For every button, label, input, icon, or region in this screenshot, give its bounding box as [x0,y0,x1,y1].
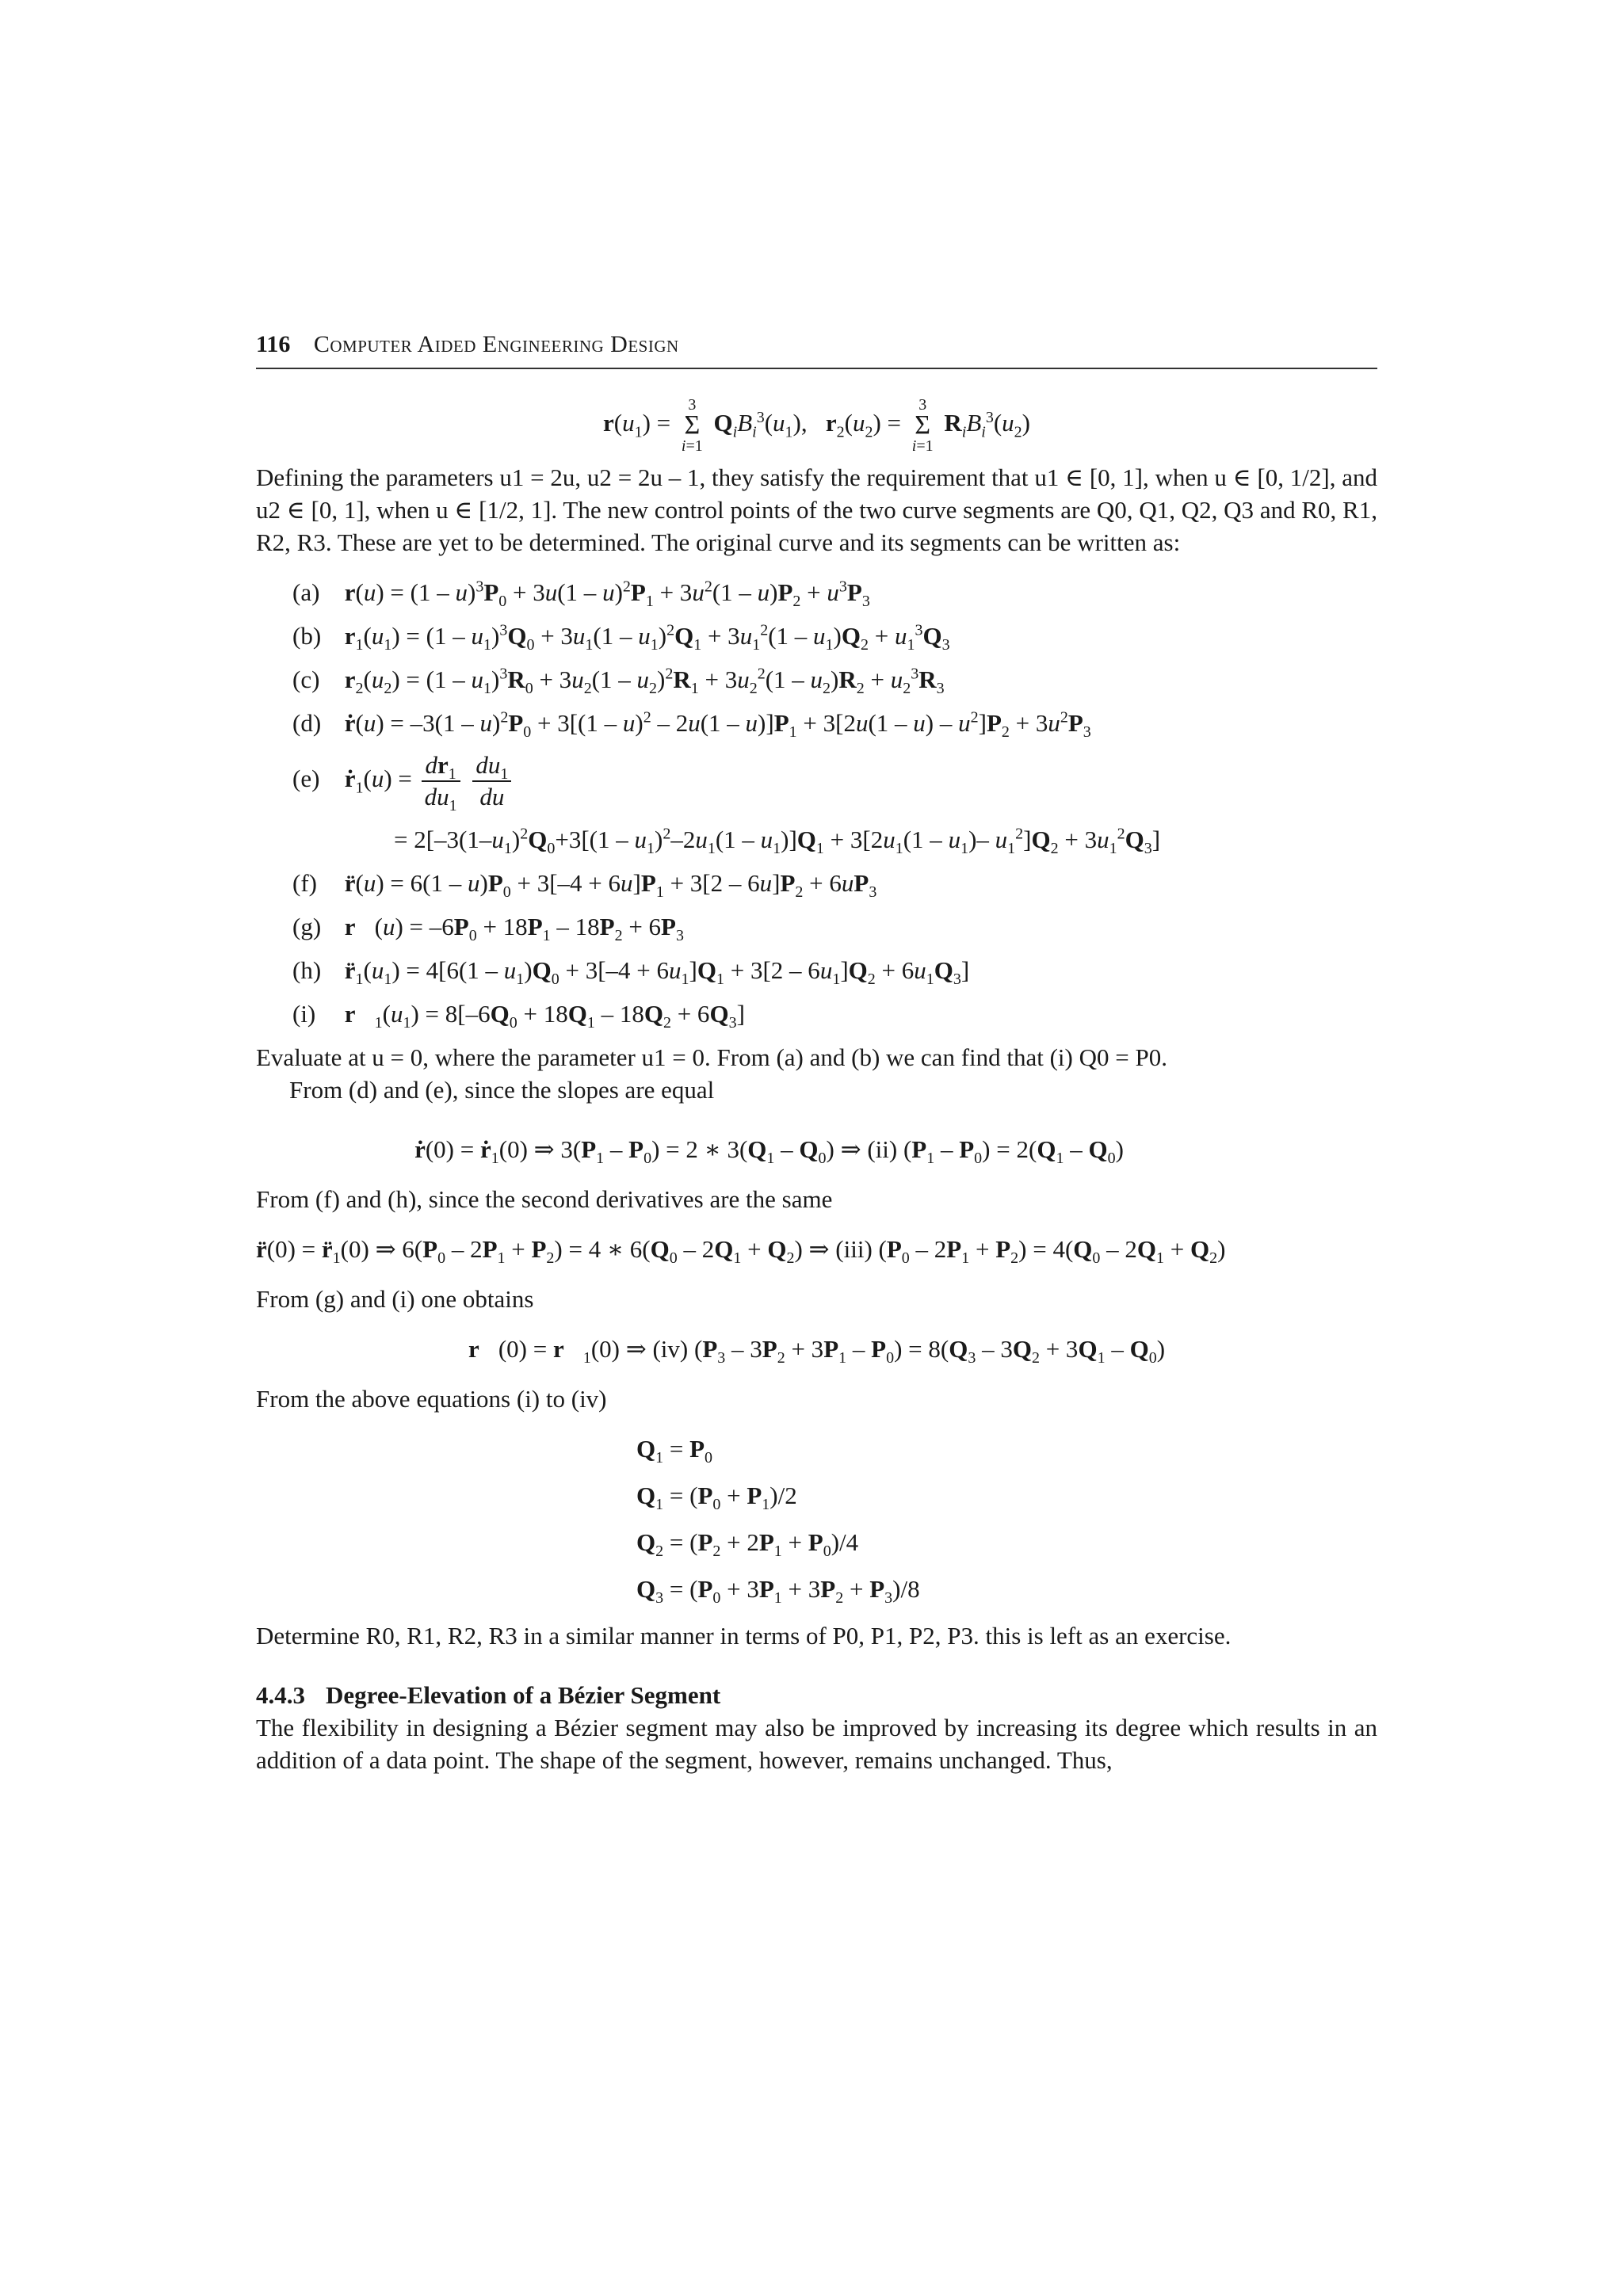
equation-e: (e) ṙ$_1$(u) = $\frac{dr_1}{du_1}$ $\frac{du_1}{du}$ [292,750,1377,812]
equation-i: (i) $r⃛_1(u_1) = 8[-6Q_0 + 18Q_1 - 18Q_2 + 6Q_3]$ [292,1000,745,1032]
equation-d: (d) ṙ(u) = $-3(1 - u)^2P_0 + 3[(1 - u)^2 - 2u(1 - u)]P_1 + 3[2u(1 - u) - u^2]P_2 + 3u^2P_3$ [292,708,1091,742]
equation-iv: r⃛(0) = $r⃛_1(0)$ ⇒ (iv) $(P_3 - 3P_2 + 3P_1 - P_0) = 8(Q_3 - 3Q_2 + 3Q_1 - Q_0)$ [468,1335,1166,1367]
result-q3: $Q_3 = (P_0 + 3P_1 + 3P_2 + P_3)/8$ [636,1575,920,1608]
result-q1: $Q_1 = (P_0 + P_1)/2$ [636,1482,797,1514]
equation-f: (f) r̈(u) = $6(1 - u)P_0 + 3[-4 + 6u]P_1 + 3[2 - 6u]P_2 + 6uP_3$ [292,869,877,902]
section-number: 4.4.3 [256,1681,305,1709]
paragraph-degree-elevation: The flexibility in designing a Bézier segment may also be improved by increasing its degree which results in an addition of a data point. The shape of the segment, however, remains unchanged. Thus, [256,1714,1377,1774]
paragraph-second-derivatives: From (f) and (h), since the second derivatives are the same [256,1185,833,1213]
equation-e-cont: = $2[-3(1-u_1)^2Q_0+3[(1 - u_1)^2-2u_1(1 - u_1)]Q_1 + 3[2u_1(1 - u_1)-$ $u_1^2]Q_2 + 3u_1^2Q_3$] [394,825,1161,858]
result-q1-p0: $Q_1 = P_0$ [636,1435,713,1467]
page-number: 116 [256,331,291,357]
page-body [256,396,1377,1776]
equation-list [256,576,1377,1030]
running-header [256,331,1377,369]
paragraph-definition: Defining the parameters u1 = 2u, u2 = 2u – 1, they satisfy the requirement that u1 ∈ [0, 1], when u ∈ [0, 1/2], and u2 ∈ [0, 1], when u ∈ [1/2, 1]. The new control points of the two curve segments are Q0, Q1, Q2, Q3 and R0, R1, R2, R3. These are yet to be determined. The original curve and its segments can be written as: [256,463,1377,556]
result-q2: $Q_2 = (P_2 + 2P_1 + P_0)/4$ [636,1528,859,1561]
paragraph-from-above: From the above equations (i) to (iv) [256,1385,607,1413]
section-heading [256,1679,1377,1711]
results-block [256,1432,1377,1608]
paragraph-one-obtains: From (g) and (i) one obtains [256,1285,534,1313]
equation-segments: $r(u_1)$ = 3 Σ i=1 $Q_iB_i^3(u_1)$, $r_2(u_2)$ = 3 Σ i=1 $R_iB_i^3(u_2)$ [603,396,1030,455]
section-title: Degree-Elevation of a Bézier Segment [326,1681,721,1709]
equation-b: (b) $r_1(u_1) = (1 - u_1)^3Q_0 + 3u_1(1 - u_1)^2Q_1 + 3u_1^2(1 - u_1)Q_2 + u_1^3Q_3$ [292,621,950,654]
equation-iii: r̈(0) = $r̈_1(0)$ ⇒ $6(P_0 - 2P_1 + P_2) = 4$ ∗ $6(Q_0 - 2Q_1 + Q_2)$ ⇒ (iii) $(P_0 - 2P_1 + P_2) = 4(Q_0 - 2Q_1 + Q_2)$ [256,1235,1226,1268]
equation-ii: ṙ(0) = ṙ$_1$(0) ⇒ $3(P_1 - P_0) = 2$ ∗ $3(Q_1 - Q_0)$ ⇒ (ii) $(P_1 - P_0) = 2(Q_1 - Q_0)$ [414,1135,1124,1168]
paragraph-exercise: Determine R0, R1, R2, R3 in a similar manner in terms of P0, P1, P2, P3. this is left as an exercise. [256,1622,1232,1650]
equation-a: (a) $r(u) = (1 - u)^3P_0 + 3u(1 - u)^2P_1 + 3u^2(1 - u)P_2 + u^3P_3$ [292,578,870,611]
equation-c: (c) $r_2(u_2) = (1 - u_1)^3R_0 + 3u_2(1 - u_2)^2R_1 + 3u_2^2(1 - u_2)R_2 + u_2^3R_3$ [292,665,945,698]
paragraph-slopes: From (d) and (e), since the slopes are equal [289,1076,715,1104]
paragraph-evaluate: Evaluate at u = 0, where the parameter u1 = 0. From (a) and (b) we can find that (i) Q0 = P0. [256,1043,1167,1071]
equation-h: (h) $r̈_1(u_1) = 4[6(1 - u_1)Q_0 + 3[-4 + 6u_1]Q_1 + 3[2 - 6u_1]Q_2 + 6u_1Q_3]$ [292,956,970,989]
running-title: Computer Aided Engineering Design [313,331,679,357]
equation-g: (g) r⃛(u) = $-6P_0 + 18P_1 - 18P_2 + 6P_3$ [292,913,684,945]
